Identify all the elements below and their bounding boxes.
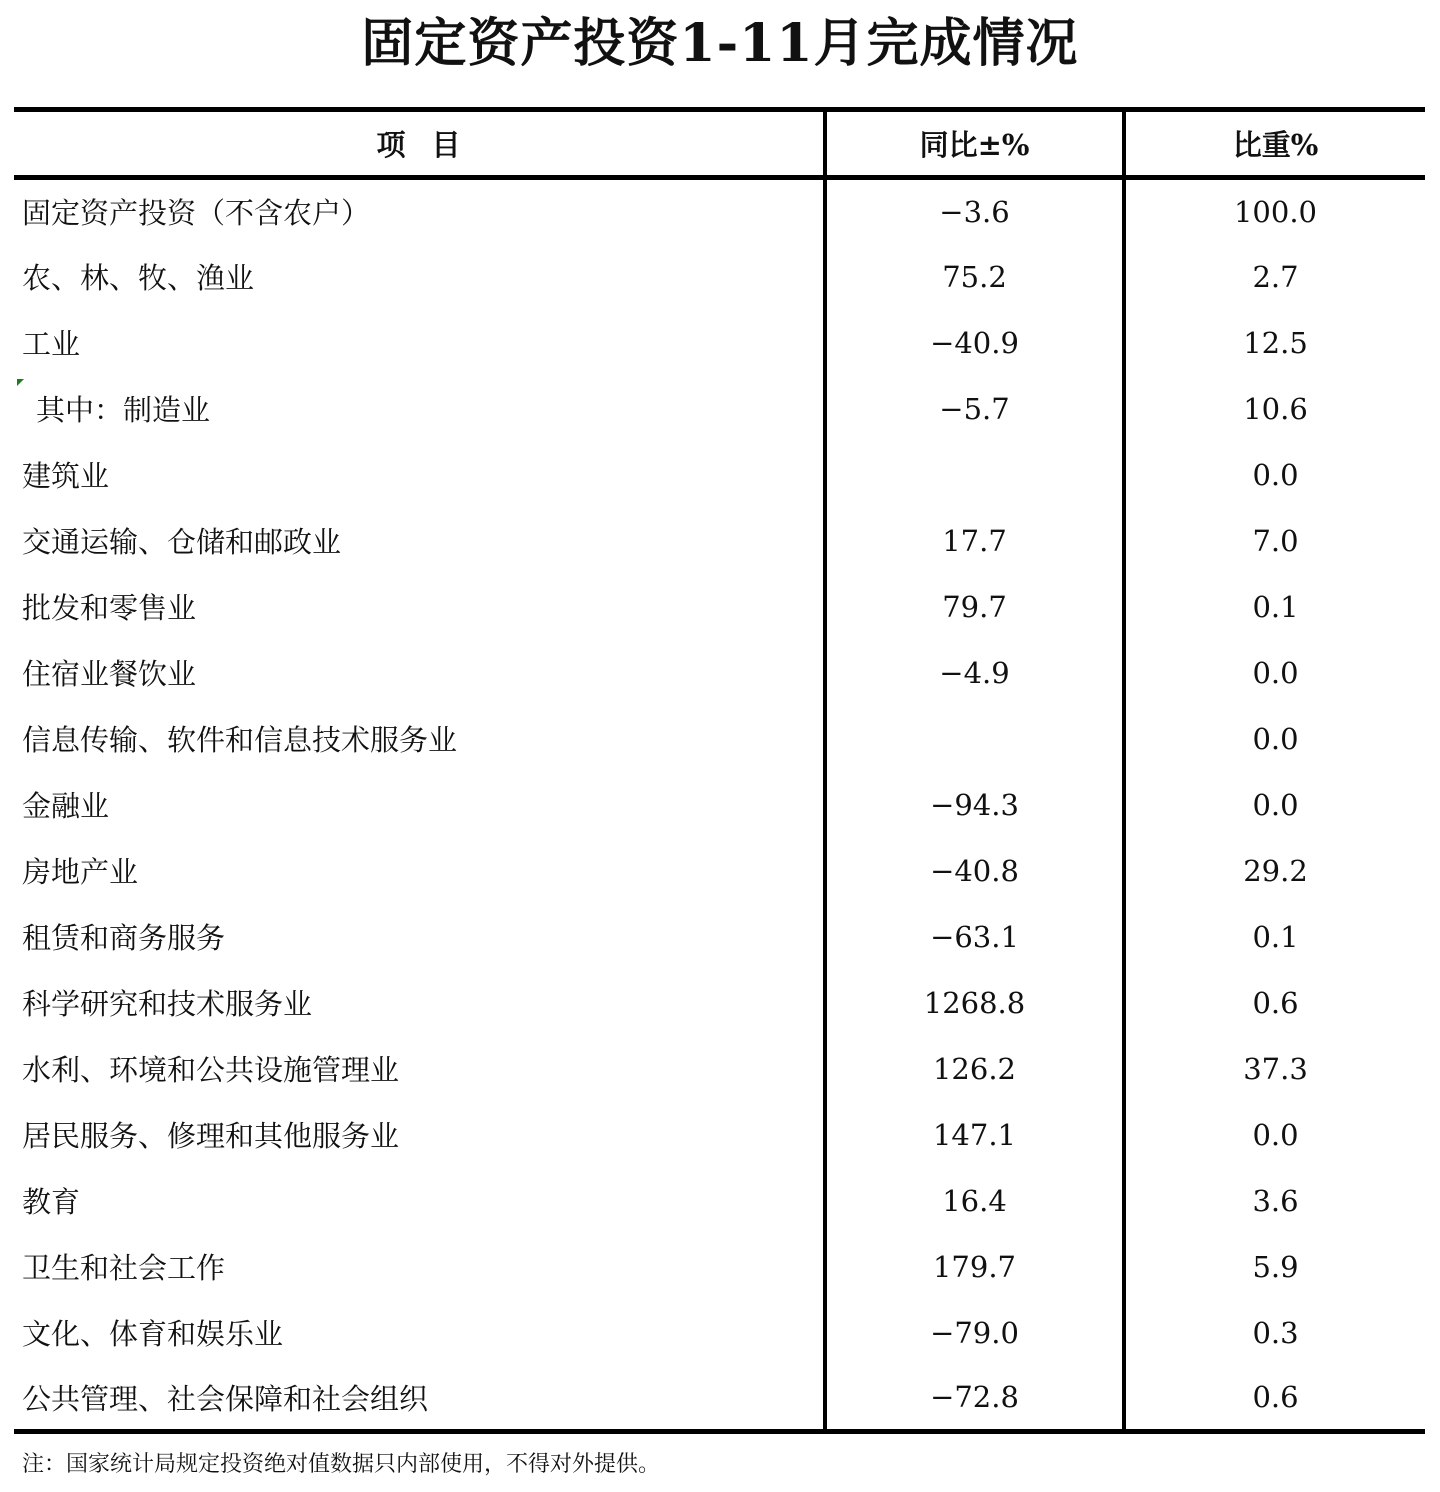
row-share: 0.6 <box>1124 1366 1425 1432</box>
row-name: 水利、环境和公共设施管理业 <box>22 1053 400 1087</box>
row-share: 0.0 <box>1124 772 1425 838</box>
row-name: 农、林、牧、渔业 <box>22 261 255 295</box>
row-share: 7.0 <box>1124 508 1425 574</box>
row-share: 2.7 <box>1124 244 1425 310</box>
table-row <box>14 706 1425 772</box>
row-name: 房地产业 <box>22 855 139 889</box>
table-row <box>14 1234 1425 1300</box>
table-row <box>14 310 1425 376</box>
table-row <box>14 1102 1425 1168</box>
row-share: 29.2 <box>1124 838 1425 904</box>
table-row <box>14 1300 1425 1366</box>
row-yoy: 179.7 <box>825 1234 1124 1300</box>
row-name: 科学研究和技术服务业 <box>22 987 313 1021</box>
page-title: 固定资产投资1-11月完成情况 <box>361 13 1079 74</box>
table-row <box>14 1366 1425 1432</box>
row-share: 0.1 <box>1124 574 1425 640</box>
table-row <box>14 442 1425 508</box>
table-row <box>14 376 1425 442</box>
table-row <box>14 178 1425 244</box>
row-name: 其中：制造业 <box>36 393 211 427</box>
table-row <box>14 904 1425 970</box>
table-row <box>14 838 1425 904</box>
row-share: 0.0 <box>1124 442 1425 508</box>
table-row <box>14 508 1425 574</box>
row-name: 文化、体育和娱乐业 <box>22 1317 284 1351</box>
footnote: 注：国家统计局规定投资绝对值数据只内部使用，不得对外提供。 <box>22 1452 661 1477</box>
row-yoy: 126.2 <box>825 1036 1124 1102</box>
row-share: 0.0 <box>1124 640 1425 706</box>
row-share: 3.6 <box>1124 1168 1425 1234</box>
table-row <box>14 772 1425 838</box>
row-name: 信息传输、软件和信息技术服务业 <box>22 723 458 757</box>
row-yoy <box>825 442 1124 508</box>
row-name: 建筑业 <box>22 459 110 493</box>
row-yoy: 79.7 <box>825 574 1124 640</box>
row-yoy: 147.1 <box>825 1102 1124 1168</box>
row-yoy: −40.8 <box>825 838 1124 904</box>
header-yoy: 同比±% <box>825 110 1124 178</box>
row-yoy: −79.0 <box>825 1300 1124 1366</box>
row-yoy <box>825 706 1124 772</box>
row-share: 100.0 <box>1124 178 1425 244</box>
row-name: 租赁和商务服务 <box>22 921 226 955</box>
table-row <box>14 244 1425 310</box>
row-yoy: 17.7 <box>825 508 1124 574</box>
row-yoy: −72.8 <box>825 1366 1124 1432</box>
row-share: 0.3 <box>1124 1300 1425 1366</box>
row-yoy: 1268.8 <box>825 970 1124 1036</box>
row-name: 固定资产投资（不含农户） <box>22 196 371 231</box>
row-yoy: −94.3 <box>825 772 1124 838</box>
table-row <box>14 1036 1425 1102</box>
row-yoy: −40.9 <box>825 310 1124 376</box>
row-yoy: −3.6 <box>825 178 1124 244</box>
row-yoy: −63.1 <box>825 904 1124 970</box>
row-name-sub <box>14 376 825 442</box>
table-row <box>14 640 1425 706</box>
table-row <box>14 970 1425 1036</box>
row-name: 工业 <box>22 327 81 361</box>
row-name: 公共管理、社会保障和社会组织 <box>14 1366 825 1432</box>
investment-table <box>14 107 1425 1434</box>
row-yoy: 75.2 <box>825 244 1124 310</box>
row-name: 居民服务、修理和其他服务业 <box>22 1119 400 1153</box>
row-name: 卫生和社会工作 <box>22 1251 226 1285</box>
row-share: 12.5 <box>1124 310 1425 376</box>
row-share: 0.1 <box>1124 904 1425 970</box>
header-item: 项目 <box>14 110 825 178</box>
row-yoy: 16.4 <box>825 1168 1124 1234</box>
row-name: 批发和零售业 <box>22 591 197 625</box>
data-table <box>14 107 1425 1434</box>
row-yoy: −4.9 <box>825 640 1124 706</box>
table-row <box>14 574 1425 640</box>
header-share: 比重% <box>1124 110 1425 178</box>
row-yoy: −5.7 <box>825 376 1124 442</box>
header-row <box>14 110 1425 178</box>
row-share: 0.0 <box>1124 706 1425 772</box>
row-name: 教育 <box>22 1185 81 1219</box>
row-name: 金融业 <box>22 789 110 823</box>
row-share: 0.6 <box>1124 970 1425 1036</box>
row-share: 5.9 <box>1124 1234 1425 1300</box>
row-share: 10.6 <box>1124 376 1425 442</box>
row-name: 住宿业餐饮业 <box>22 657 197 691</box>
row-name: 交通运输、仓储和邮政业 <box>22 525 342 559</box>
row-share: 37.3 <box>1124 1036 1425 1102</box>
table-row <box>14 1168 1425 1234</box>
cell-comment-marker-icon <box>17 379 24 386</box>
row-share: 0.0 <box>1124 1102 1425 1168</box>
